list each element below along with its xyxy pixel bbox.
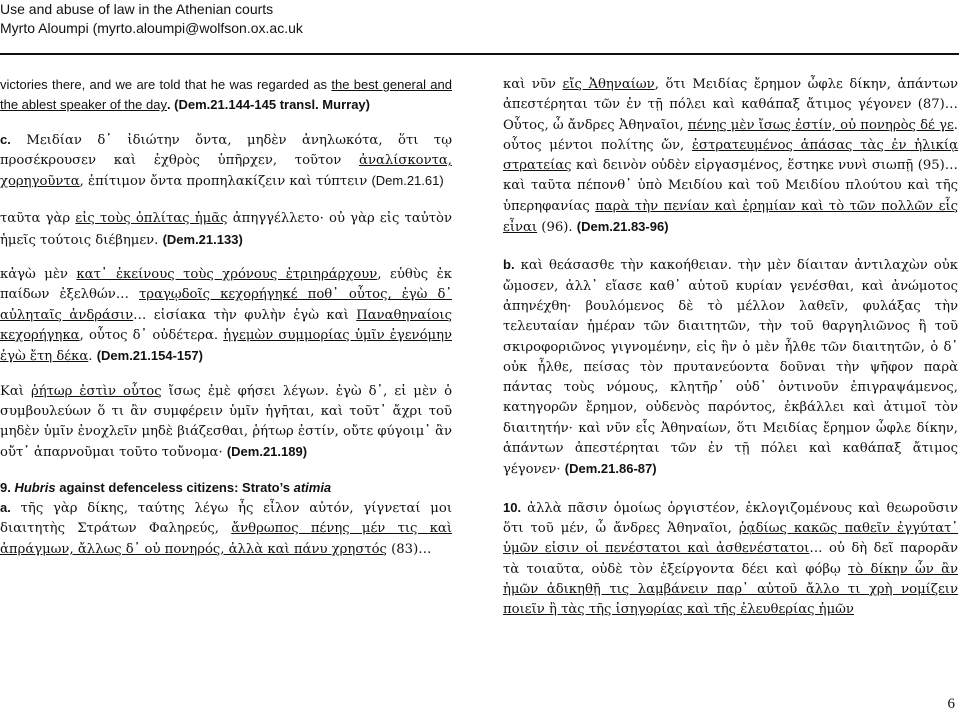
- page-number: 6: [947, 696, 955, 712]
- para-133: ταῦτα γὰρ εἰς τοὺς ὁπλίτας ἡμᾶς ἀπηγγέλλετο· οὐ γὰρ εἰς ταὐτὸν ἡμεῖς τούτοις διέβημεν. (Dem.21.133): [0, 211, 453, 248]
- para-10: 10. ἀλλὰ πᾶσιν ὁμοίως ὀργιστέον, ἐκλογιζομένους καὶ θεωροῦσιν ὅτι τοῦ μέν, ὦ ἄνδρες Ἀθηναῖοι, ῥᾳδίως κακῶς παθεῖν ἐγγύτατ᾽ ὑμῶν εἰσιν οἱ πενέστατοι καὶ ἀσθενέστατοι… οὐ δὴ δεῖ παρορᾶν τὰ τοιαῦτα, οὐδὲ τὸν ἐξείργοντα δέει καὶ φόβῳ τὸ δίκην ὧν ἂν ἡμῶν ἀδικηθῇ τις λαμβάνειν παρ᾽ αὑτοῦ ἄλλο τι χρὴ νομίζειν ποιεῖν ἢ τὰς τῆς ἰσηγορίας καὶ τῆς ἐλευθερίας ἡμῶν: [503, 499, 958, 618]
- para-189: Καὶ ῥήτωρ ἐστὶν οὗτος ἴσως ἐμὲ φήσει λέγων. ἐγὼ δ᾽, εἰ μὲν ὁ συμβουλεύων ὅ τι ἂν συμφέρειν ὑμῖν ἡγῆται, καὶ τοῦτ᾽ ἄχρι τοῦ μηδὲν ὑμῖν ἐνοχλεῖν μηδὲ βιάζεσθαι, ῥήτωρ ἐστίν, οὔτε φύγοιμ᾽ ἂν οὔτ᾽ ἀπαρνοῦμαι τοῦτο τοὔνομα· (Dem.21.189): [0, 383, 453, 461]
- para-c: c. Μειδίαν δ᾽ ἰδιώτην ὄντα, μηδὲν ἀνηλωκότα, ὅτι τῳ προσέκρουσεν καὶ ἐχθρὸς ὑπῆρχεν, τοῦτον ἀναλίσκοντα, χορηγοῦντα, ἐπίτιμον ὄντα προπηλακίζειν καὶ τύπτειν (Dem.21.61): [0, 131, 452, 190]
- header-author: Myrto Aloumpi (myrto.aloumpi@wolfson.ox.ac.uk: [0, 20, 303, 36]
- header-rule: [0, 53, 959, 55]
- para-83-96: καὶ νῦν εἴς Ἀθηναίων, ὅτι Μειδίας ἔρημον ὦφλε δίκην, ἁπάντων ἀπεστέρηται τῶν ἐν τῇ πόλει καὶ καθάπαξ ἄτιμος γέγονεν (87)… Οὗτος, ὦ ἄνδρες Ἀθηναῖοι, πένης μὲν ἴσως ἐστίν, οὐ πονηρὸς δέ γε. οὗτος μέντοι πολίτης ὤν, ἐστρατευμένος ἁπάσας τὰς ἐν ἡλικίᾳ στρατείας καὶ δεινὸν οὐδὲν εἰργασμένος, ἕστηκε νυνὶ σιωπῇ (95)… καὶ ταῦτα πέπονθ᾽ ὑπὸ Μειδίου καὶ τοῦ Μειδίου πλούτου καὶ τῆς ὑπερηφανίας παρὰ τὴν πενίαν καὶ ἐρημίαν καὶ τὸ τῶν πολλῶν εἷς εἶναι (96). (Dem.21.83-96): [503, 77, 959, 236]
- para-b: b. καὶ θεάσασθε τὴν κακοήθειαν. τὴν μὲν δίαιταν ἀντιλαχὼν οὐκ ὤμοσεν, ἀλλ᾽ εἴασε καθ᾽ αὑτοῦ κυρίαν γενέσθαι, καὶ ἀνώμοτος ἀπηνέχθη· βουλόμενος δὲ τὸ μέλλον λαθεῖν, φυλάξας τὴν τελευταίαν ἡμέραν τῶν διαιτητῶν, τὴν τοῦ θαργηλιῶνος ἢ τοῦ σκιροφοριῶνος γιγνομένην, εἰς ἣν ὁ μὲν ἦλθε τῶν διαιτητῶν, ὁ δ᾽ οὐκ ἦλθε, πείσας τὸν πρυτανεύοντα δοῦναι τὴν ψῆφον παρὰ πάντας τοὺς νόμους, κλητῆρ᾽ οὐδ᾽ ὁντινοῦν ἐπιγραψάμενος, κατηγορῶν ἔρημον, οὐδενὸς παρόντος, ἐκβάλλει καὶ ἀτιμοῖ τὸν διαιτητήν· καὶ νῦν εἷς Ἀθηναίων, ὅτι Μειδίας ἔρημον ὦφλε δίκην, ἁπάντων ἀπεστέρηται τῶν ἐν τῇ πόλει καὶ καθάπαξ ἄτιμος γέγονεν· (Dem.21.86-87): [503, 257, 958, 478]
- para-9a: a. τῆς γὰρ δίκης, ταύτης λέγω ἧς εἶλον αὐτόν, γίγνεταί μοι διαιτητὴς Στράτων Φαληρεύς, ἄνθρωπος πένης μέν τις καὶ ἀπράγμων, ἄλλως δ᾽ οὐ πονηρός, ἀλλὰ καὶ πάνυ χρηστός (83)…: [0, 500, 452, 557]
- left-column: [0, 75, 452, 560]
- running-header: [0, 0, 303, 38]
- right-column: [503, 75, 958, 620]
- header-title: Use and abuse of law in the Athenian courts: [0, 1, 274, 17]
- para-translation: victories there, and we are told that he was regarded as the best general and the ablest speaker of the day. (Dem.21.144-145 transl. Murray): [0, 77, 452, 113]
- para-154: κἀγὼ μὲν κατ᾽ ἐκείνους τοὺς χρόνους ἐτριηράρχουν, εὐθὺς ἐκ παίδων ἐξελθών… τραγῳδοῖς κεχορήγηκέ ποθ᾽ οὗτος, ἐγὼ δ᾽ αὐληταῖς ἀνδράσιν… εἰσίακα τὴν φυλὴν ἐγὼ καὶ Παναθηναίοις κεχορήγηκα, οὗτος δ᾽ οὐδέτερα. ἡγεμὼν συμμορίας ὑμῖν ἐγενόμην ἐγὼ ἔτη δέκα. (Dem.21.154-157): [0, 267, 453, 365]
- section-9-heading: 9. Hubris against defenceless citizens: Strato’s atimia: [0, 479, 332, 495]
